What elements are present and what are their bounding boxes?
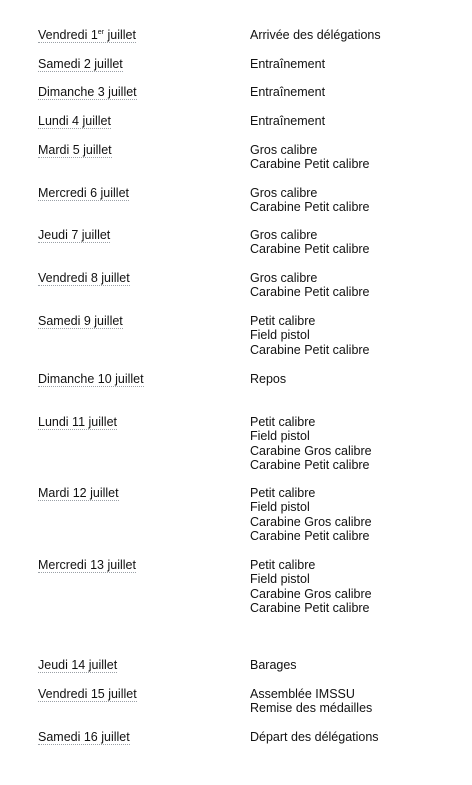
date-text: Mardi 12 juillet (38, 486, 119, 500)
event-item: Carabine Petit calibre (250, 200, 370, 215)
event-item: Petit calibre (250, 415, 316, 429)
event-item: Carabine Petit calibre (250, 157, 370, 172)
row-events (250, 658, 297, 672)
event-item: Barages (250, 658, 297, 672)
date-text-rest: juillet (104, 28, 136, 42)
row-date (38, 143, 112, 157)
event-item: Petit calibre (250, 558, 316, 572)
row-date (38, 486, 119, 500)
row-events (250, 558, 372, 616)
row-date (38, 415, 117, 429)
date-text: Mercredi 6 juillet (38, 186, 130, 200)
event-item: Petit calibre (250, 314, 316, 328)
event-item: Field pistol (250, 429, 310, 444)
date-text: Vendredi 8 juillet (38, 271, 130, 285)
date-text: Vendredi 15 juillet (38, 687, 137, 701)
event-item: Carabine Petit calibre (250, 601, 370, 616)
event-item: Gros calibre (250, 228, 318, 242)
event-item: Carabine Gros calibre (250, 443, 372, 458)
date-text: Vendredi 1 (38, 28, 98, 42)
event-item: Entraînement (250, 114, 326, 128)
date-text: Samedi 16 juillet (38, 730, 130, 744)
event-item: Carabine Petit calibre (250, 342, 370, 357)
event-item: Carabine Gros calibre (250, 586, 372, 601)
event-item: Gros calibre (250, 271, 318, 285)
row-events (250, 486, 372, 544)
row-events (250, 271, 370, 300)
event-item: Carabine Petit calibre (250, 285, 370, 300)
row-events (250, 57, 325, 71)
date-text: Samedi 9 juillet (38, 314, 123, 328)
event-item: Carabine Petit calibre (250, 458, 370, 473)
row-events (250, 114, 325, 128)
row-date (38, 57, 123, 71)
date-text: Samedi 2 juillet (38, 57, 123, 71)
event-item: Carabine Gros calibre (250, 514, 372, 529)
row-date (38, 314, 123, 328)
event-item: Entraînement (250, 57, 326, 71)
row-date (38, 186, 129, 200)
row-events (250, 85, 325, 99)
row-events (250, 415, 372, 473)
row-events (250, 314, 370, 357)
date-text: Dimanche 10 juillet (38, 372, 144, 386)
row-date (38, 372, 144, 386)
row-date (38, 85, 137, 99)
event-item: Repos (250, 372, 287, 386)
date-text: Jeudi 7 juillet (38, 228, 111, 242)
date-text: Jeudi 14 juillet (38, 658, 118, 672)
date-text: Lundi 11 juillet (38, 415, 117, 429)
event-item: Field pistol (250, 572, 310, 587)
row-events (250, 143, 370, 172)
row-date (38, 687, 137, 701)
event-item: Gros calibre (250, 186, 318, 200)
row-date (38, 730, 130, 744)
row-date (38, 558, 136, 572)
date-superscript: er (97, 28, 105, 36)
row-events (250, 730, 379, 744)
event-item: Carabine Petit calibre (250, 529, 370, 544)
event-item: Remise des médailles (250, 701, 373, 716)
row-events (250, 372, 286, 386)
row-date (38, 28, 136, 42)
event-item: Carabine Petit calibre (250, 242, 370, 257)
event-item: Field pistol (250, 328, 310, 343)
date-text: Mardi 5 juillet (38, 143, 112, 157)
event-item: Arrivée des délégations (250, 28, 381, 42)
row-events (250, 186, 370, 215)
row-date (38, 114, 111, 128)
event-item: Entraînement (250, 85, 326, 99)
event-item: Field pistol (250, 500, 310, 515)
row-date (38, 228, 110, 242)
date-text: Dimanche 3 juillet (38, 85, 137, 99)
event-item: Départ des délégations (250, 730, 379, 744)
row-events (250, 28, 381, 42)
event-item: Gros calibre (250, 143, 318, 157)
row-date (38, 271, 130, 285)
row-events (250, 228, 370, 257)
date-text: Lundi 4 juillet (38, 114, 111, 128)
event-item: Assemblée IMSSU (250, 687, 355, 701)
event-item: Petit calibre (250, 486, 316, 500)
row-events (250, 687, 372, 716)
date-text: Mercredi 13 juillet (38, 558, 136, 572)
row-date (38, 658, 117, 672)
